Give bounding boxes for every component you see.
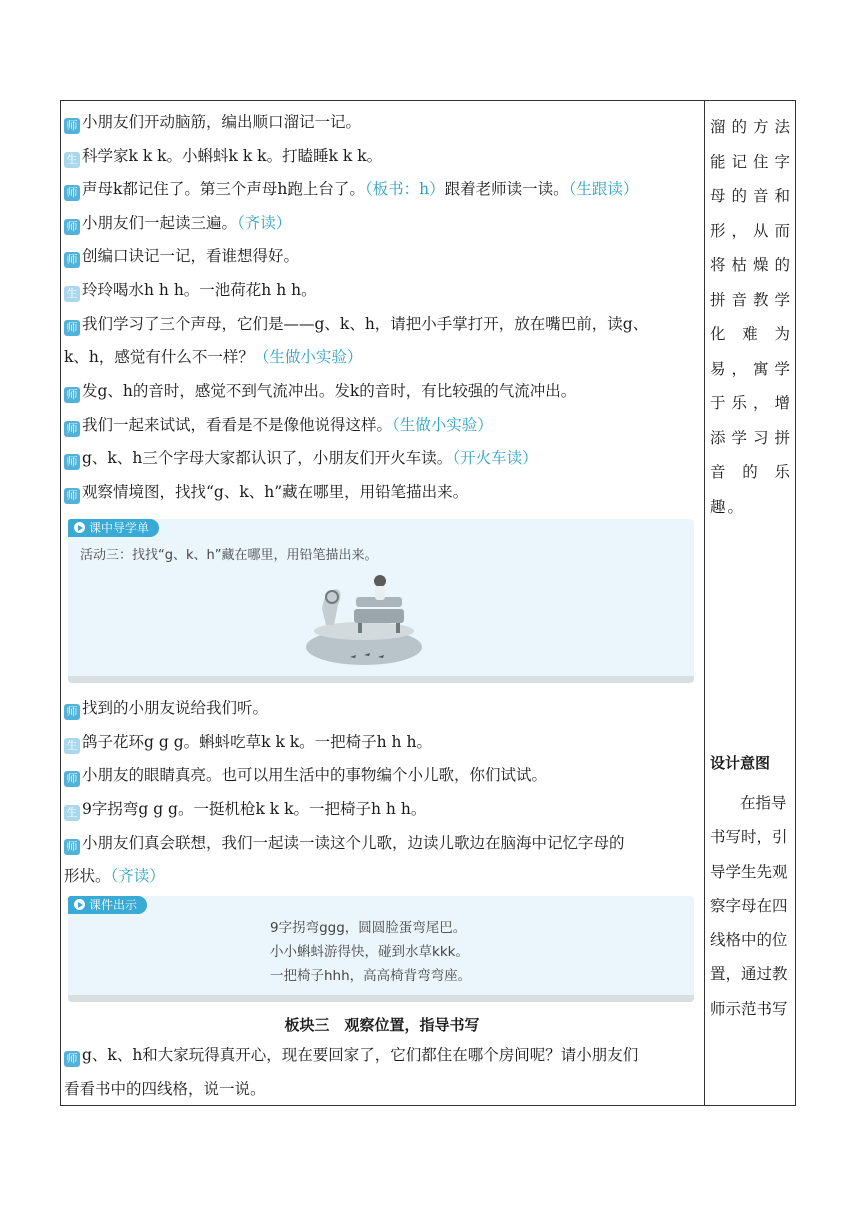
teacher-icon: 师: [64, 1051, 80, 1067]
student-icon: 生: [64, 805, 80, 821]
dialogue-line: 师 小朋友们开动脑筋，编出顺口溜记一记。: [64, 111, 361, 134]
dialogue-line: 师 小朋友们真会联想，我们一起读一读这个儿歌，边读儿歌边在脑海中记忆字母的: [64, 832, 625, 855]
panel-bottom-bar: [68, 676, 694, 683]
dialogue-line: 生 科学家k k k。小蝌蚪k k k。打瞌睡k k k。: [64, 145, 382, 168]
panel-bottom-bar: [68, 995, 694, 1002]
poem-line: 小小蝌蚪游得快，碰到水草kkk。: [270, 944, 469, 960]
section-heading: 板块三 观察位置，指导书写: [284, 1016, 480, 1034]
teacher-icon: 师: [64, 185, 80, 201]
activity-text: 活动三：找找“g、k、h”藏在哪里，用铅笔描出来。: [80, 548, 378, 563]
student-icon: 生: [64, 286, 80, 302]
dialogue-line: 师 小朋友的眼睛真亮。也可以用生活中的事物编个小儿歌，你们试试。: [64, 764, 547, 787]
poem: [270, 916, 471, 988]
design-intent-title: 设计意图: [710, 754, 771, 772]
dialogue-line: 生 玲玲喝水h h h。一池荷花h h h。: [64, 279, 317, 302]
dialogue-line: 师 我们学习了三个声母，它们是——g、k、h，请把小手掌打开，放在嘴巴前，读g、: [64, 313, 648, 336]
dialogue-line: 生 鸽子花环g g g。蝌蚪吃草k k k。一把椅子h h h。: [64, 731, 432, 754]
teacher-icon: 师: [64, 387, 80, 403]
teacher-icon: 师: [64, 771, 80, 787]
panel-tab: 课件出示: [68, 896, 147, 914]
courseware-panel: [68, 896, 694, 1002]
teacher-icon: 师: [64, 704, 80, 720]
teacher-icon: 师: [64, 320, 80, 336]
teacher-icon: 师: [64, 252, 80, 268]
poem-line: 一把椅子hhh，高高椅背弯弯座。: [270, 968, 472, 984]
dialogue-line: 师 发g、h的音时，感觉不到气流冲出。发k的音时，有比较强的气流冲出。: [64, 380, 576, 403]
teacher-icon: 师: [64, 219, 80, 235]
teacher-icon: 师: [64, 488, 80, 504]
panel-tab: 课中导学单: [68, 519, 159, 537]
dialogue-line: 师 观察情境图，找找“g、k、h”藏在哪里，用铅笔描出来。: [64, 481, 468, 504]
teacher-icon: 师: [64, 118, 80, 134]
dialogue-line: 师 我们一起来试试，看看是不是像他说得这样。（生做小实验）: [64, 414, 493, 437]
student-icon: 生: [64, 738, 80, 754]
student-icon: 生: [64, 152, 80, 168]
teacher-icon: 师: [64, 421, 80, 437]
dialogue-line: 看看书中的四线格，说一说。: [64, 1080, 266, 1098]
scene-illustration: [304, 569, 424, 669]
side-note: 溜的方法能记住字母的音和形，从而将枯燥的拼音教学化难为易，寓学于乐，增添学习拼音的乐趣。: [710, 118, 792, 516]
teacher-icon: 师: [64, 454, 80, 470]
dialogue-line: k、h，感觉有什么不一样？（生做小实验）: [64, 348, 363, 366]
dialogue-line: 师 小朋友们一起读三遍。（齐读）: [64, 212, 291, 235]
dialogue-line: 形状。（齐读）: [64, 867, 165, 885]
dialogue-line: 生 9字拐弯g g g。一挺机枪k k k。一把椅子h h h。: [64, 798, 426, 821]
design-intent-text: 在指导书写时，引导学生先观察字母在四线格中的位置，通过教师示范书写: [710, 794, 788, 1018]
dialogue-line: 师 g、k、h和大家玩得真开心，现在要回家了，它们都住在哪个房间呢？请小朋友们: [64, 1044, 638, 1067]
dialogue-line: 师 声母k都记住了。第三个声母h跑上台了。（板书：h）跟着老师读一读。（生跟读）: [64, 178, 638, 201]
play-icon: [74, 522, 85, 533]
dialogue-line: 师 g、k、h三个字母大家都认识了，小朋友们开火车读。（开火车读）: [64, 447, 538, 470]
dialogue-line: 师 创编口诀记一记，看谁想得好。: [64, 245, 299, 268]
dialogue-line: 师 找到的小朋友说给我们听。: [64, 697, 268, 720]
play-icon: [74, 899, 85, 910]
guide-panel: [68, 519, 694, 683]
teacher-icon: 师: [64, 839, 80, 855]
column-divider: [704, 100, 705, 1106]
poem-line: 9字拐弯ggg，圆圆脸蛋弯尾巴。: [270, 920, 467, 936]
